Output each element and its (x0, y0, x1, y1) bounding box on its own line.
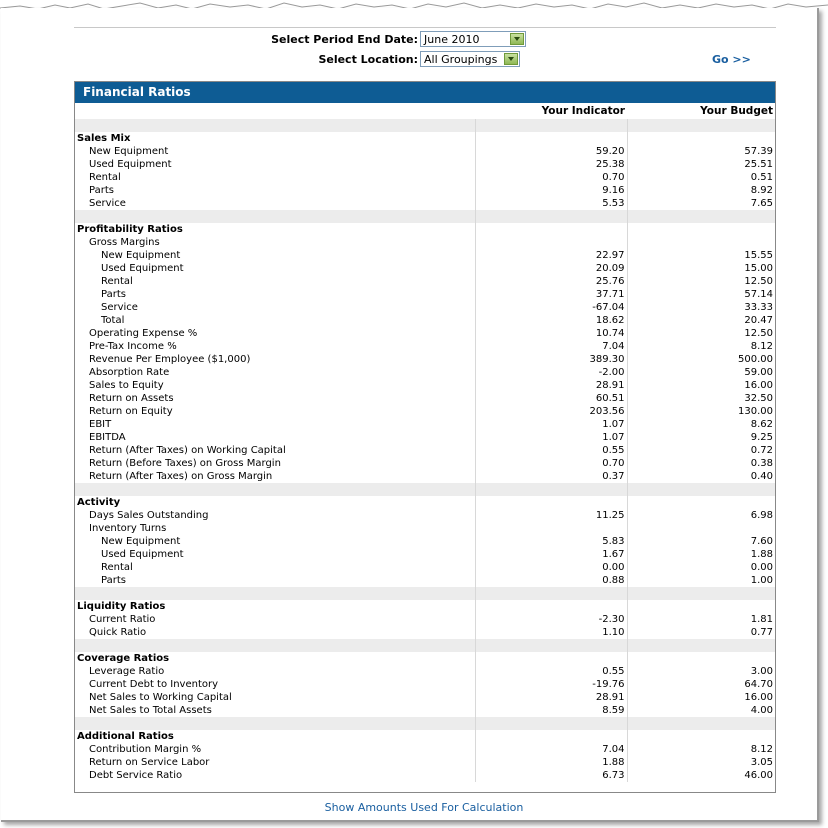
row-label: Gross Margins (75, 236, 475, 249)
table-row (75, 366, 775, 379)
indicator-value: 9.16 (475, 184, 627, 197)
table-row (75, 704, 775, 717)
table-row (75, 145, 775, 158)
table-row (75, 444, 775, 457)
budget-value: 0.72 (750, 445, 773, 456)
table-header (75, 103, 775, 119)
budget-value: 64.70 (744, 679, 773, 690)
section-heading (75, 730, 775, 743)
section-title: Sales Mix (75, 132, 475, 145)
budget-value: 12.50 (744, 328, 773, 339)
row-label: Pre-Tax Income % (75, 340, 475, 353)
budget-value: 32.50 (744, 393, 773, 404)
indicator-value: 0.55 (475, 444, 627, 457)
row-label: Current Debt to Inventory (75, 678, 475, 691)
section-heading (75, 223, 775, 236)
row-label: Parts (75, 574, 475, 587)
table-row (75, 756, 775, 769)
row-label: Service (75, 301, 475, 314)
indicator-value: 6.73 (475, 769, 627, 782)
row-label: Return on Assets (75, 392, 475, 405)
show-amounts-link[interactable]: Show Amounts Used For Calculation (324, 801, 524, 814)
budget-value: 8.12 (750, 744, 773, 755)
budget-value: 3.05 (750, 757, 773, 768)
indicator-value: 0.37 (475, 470, 627, 483)
table-row (75, 405, 775, 418)
table-row (75, 353, 775, 366)
section-title: Liquidity Ratios (75, 600, 475, 613)
table-row (75, 691, 775, 704)
indicator-value: 59.20 (475, 145, 627, 158)
table-row (75, 665, 775, 678)
chevron-down-icon[interactable] (504, 53, 518, 65)
indicator-value: 10.74 (475, 327, 627, 340)
go-button[interactable]: Go >> (712, 53, 751, 66)
indicator-value: 1.88 (475, 756, 627, 769)
location-select-value: All Groupings (424, 53, 498, 66)
period-label: Select Period End Date: (271, 33, 418, 46)
table-row (75, 262, 775, 275)
budget-value: 7.65 (750, 198, 773, 209)
row-label: Return (After Taxes) on Gross Margin (75, 470, 475, 483)
row-label: Return on Equity (75, 405, 475, 418)
budget-value: 57.39 (744, 146, 773, 157)
budget-value: 20.47 (744, 315, 773, 326)
row-label: Return (After Taxes) on Working Capital (75, 444, 475, 457)
row-label: Total (75, 314, 475, 327)
section-title: Coverage Ratios (75, 652, 475, 665)
row-label: Days Sales Outstanding (75, 509, 475, 522)
budget-value: 0.38 (750, 458, 773, 469)
top-divider (74, 27, 776, 28)
table-row (75, 769, 775, 782)
budget-value: 57.14 (744, 289, 773, 300)
table-row (75, 535, 775, 548)
indicator-value: 22.97 (475, 249, 627, 262)
table-row (75, 418, 775, 431)
section-heading (75, 600, 775, 613)
indicator-value: -67.04 (475, 301, 627, 314)
budget-value: 4.00 (750, 705, 773, 716)
table-row (75, 678, 775, 691)
budget-value: 8.92 (750, 185, 773, 196)
indicator-value: 5.83 (475, 535, 627, 548)
indicator-value: 60.51 (475, 392, 627, 405)
row-label: Debt Service Ratio (75, 769, 475, 782)
row-label: Net Sales to Working Capital (75, 691, 475, 704)
period-select[interactable] (420, 31, 526, 47)
row-label: Operating Expense % (75, 327, 475, 340)
budget-value: 0.51 (750, 172, 773, 183)
indicator-value: 37.71 (475, 288, 627, 301)
table-row (75, 275, 775, 288)
budget-value: 3.00 (750, 666, 773, 677)
indicator-value: -2.30 (475, 613, 627, 626)
indicator-value: 1.07 (475, 431, 627, 444)
budget-value: 15.55 (744, 250, 773, 261)
location-filter-row (74, 51, 776, 69)
section-spacer (75, 587, 775, 600)
budget-value (627, 522, 775, 535)
period-filter-row (74, 31, 776, 49)
budget-value: 1.00 (750, 575, 773, 586)
table-row (75, 288, 775, 301)
financial-ratios-panel (74, 81, 776, 793)
budget-value: 12.50 (744, 276, 773, 287)
indicator-value (475, 236, 627, 249)
row-label: Service (75, 197, 475, 210)
row-label: Sales to Equity (75, 379, 475, 392)
section-spacer (75, 119, 775, 132)
period-select-value: June 2010 (424, 33, 480, 46)
indicator-value: 25.38 (475, 158, 627, 171)
column-header-indicator: Your Indicator (541, 104, 625, 117)
row-label: New Equipment (75, 145, 475, 158)
row-label: Inventory Turns (75, 522, 475, 535)
row-label: New Equipment (75, 535, 475, 548)
row-label: Quick Ratio (75, 626, 475, 639)
budget-value: 8.12 (750, 341, 773, 352)
row-label: Revenue Per Employee ($1,000) (75, 353, 475, 366)
budget-value (627, 236, 775, 249)
indicator-value: 0.70 (475, 171, 627, 184)
row-label: Return (Before Taxes) on Gross Margin (75, 457, 475, 470)
indicator-value: 28.91 (475, 379, 627, 392)
indicator-value: 18.62 (475, 314, 627, 327)
budget-value: 9.25 (750, 432, 773, 443)
table-row (75, 197, 775, 210)
section-title: Activity (75, 496, 475, 509)
table-row (75, 171, 775, 184)
table-row (75, 301, 775, 314)
indicator-value: 1.07 (475, 418, 627, 431)
row-label: Leverage Ratio (75, 665, 475, 678)
budget-value: 15.00 (744, 263, 773, 274)
section-spacer (75, 717, 775, 730)
budget-value: 500.00 (738, 354, 773, 365)
budget-value: 1.88 (750, 549, 773, 560)
row-label: EBITDA (75, 431, 475, 444)
row-label: Net Sales to Total Assets (75, 704, 475, 717)
table-row (75, 548, 775, 561)
section-heading (75, 132, 775, 145)
indicator-value: 0.00 (475, 561, 627, 574)
budget-value: 6.98 (750, 510, 773, 521)
column-header-budget: Your Budget (700, 104, 773, 117)
budget-value: 16.00 (744, 380, 773, 391)
row-label: Used Equipment (75, 548, 475, 561)
indicator-value: 203.56 (475, 405, 627, 418)
row-label: Used Equipment (75, 158, 475, 171)
indicator-value: 0.70 (475, 457, 627, 470)
panel-title: Financial Ratios (75, 82, 775, 103)
row-label: Contribution Margin % (75, 743, 475, 756)
indicator-value: -2.00 (475, 366, 627, 379)
table-row (75, 574, 775, 587)
budget-value: 7.60 (750, 536, 773, 547)
row-label: Return on Service Labor (75, 756, 475, 769)
indicator-value: 1.10 (475, 626, 627, 639)
table-row (75, 340, 775, 353)
location-label: Select Location: (318, 53, 418, 66)
row-label: Used Equipment (75, 262, 475, 275)
row-label: Rental (75, 275, 475, 288)
section-spacer (75, 483, 775, 496)
indicator-value: 7.04 (475, 340, 627, 353)
indicator-value: 7.04 (475, 743, 627, 756)
table-row (75, 509, 775, 522)
table-row (75, 561, 775, 574)
row-label: Parts (75, 184, 475, 197)
budget-value: 0.40 (750, 471, 773, 482)
table-row (75, 184, 775, 197)
section-title: Additional Ratios (75, 730, 475, 743)
budget-value: 0.00 (750, 562, 773, 573)
indicator-value (475, 522, 627, 535)
budget-value: 25.51 (744, 159, 773, 170)
budget-value: 130.00 (738, 406, 773, 417)
ratios-table (75, 103, 775, 782)
table-row (75, 158, 775, 171)
indicator-value: 0.88 (475, 574, 627, 587)
row-label: Current Ratio (75, 613, 475, 626)
section-spacer (75, 639, 775, 652)
table-row (75, 470, 775, 483)
table-row (75, 457, 775, 470)
row-label: Rental (75, 561, 475, 574)
section-title: Profitability Ratios (75, 223, 475, 236)
row-label: Parts (75, 288, 475, 301)
chevron-down-icon[interactable] (510, 33, 524, 45)
indicator-value: 11.25 (475, 509, 627, 522)
row-label: EBIT (75, 418, 475, 431)
table-row (75, 431, 775, 444)
section-heading (75, 496, 775, 509)
budget-value: 16.00 (744, 692, 773, 703)
indicator-value: 25.76 (475, 275, 627, 288)
budget-value: 33.33 (744, 302, 773, 313)
indicator-value: 8.59 (475, 704, 627, 717)
budget-value: 59.00 (744, 367, 773, 378)
table-row (75, 379, 775, 392)
table-row (75, 236, 775, 249)
row-label: Absorption Rate (75, 366, 475, 379)
table-row (75, 626, 775, 639)
budget-value: 8.62 (750, 419, 773, 430)
row-label: Rental (75, 171, 475, 184)
table-row (75, 314, 775, 327)
budget-value: 0.77 (750, 627, 773, 638)
indicator-value: -19.76 (475, 678, 627, 691)
indicator-value: 20.09 (475, 262, 627, 275)
indicator-value: 5.53 (475, 197, 627, 210)
table-row (75, 522, 775, 535)
location-select[interactable] (420, 51, 520, 67)
row-label: New Equipment (75, 249, 475, 262)
indicator-value: 0.55 (475, 665, 627, 678)
table-row (75, 613, 775, 626)
indicator-value: 389.30 (475, 353, 627, 366)
budget-value: 1.81 (750, 614, 773, 625)
budget-value: 46.00 (744, 770, 773, 781)
indicator-value: 28.91 (475, 691, 627, 704)
table-row (75, 743, 775, 756)
table-row (75, 392, 775, 405)
section-heading (75, 652, 775, 665)
table-row (75, 327, 775, 340)
table-row (75, 249, 775, 262)
indicator-value: 1.67 (475, 548, 627, 561)
section-spacer (75, 210, 775, 223)
